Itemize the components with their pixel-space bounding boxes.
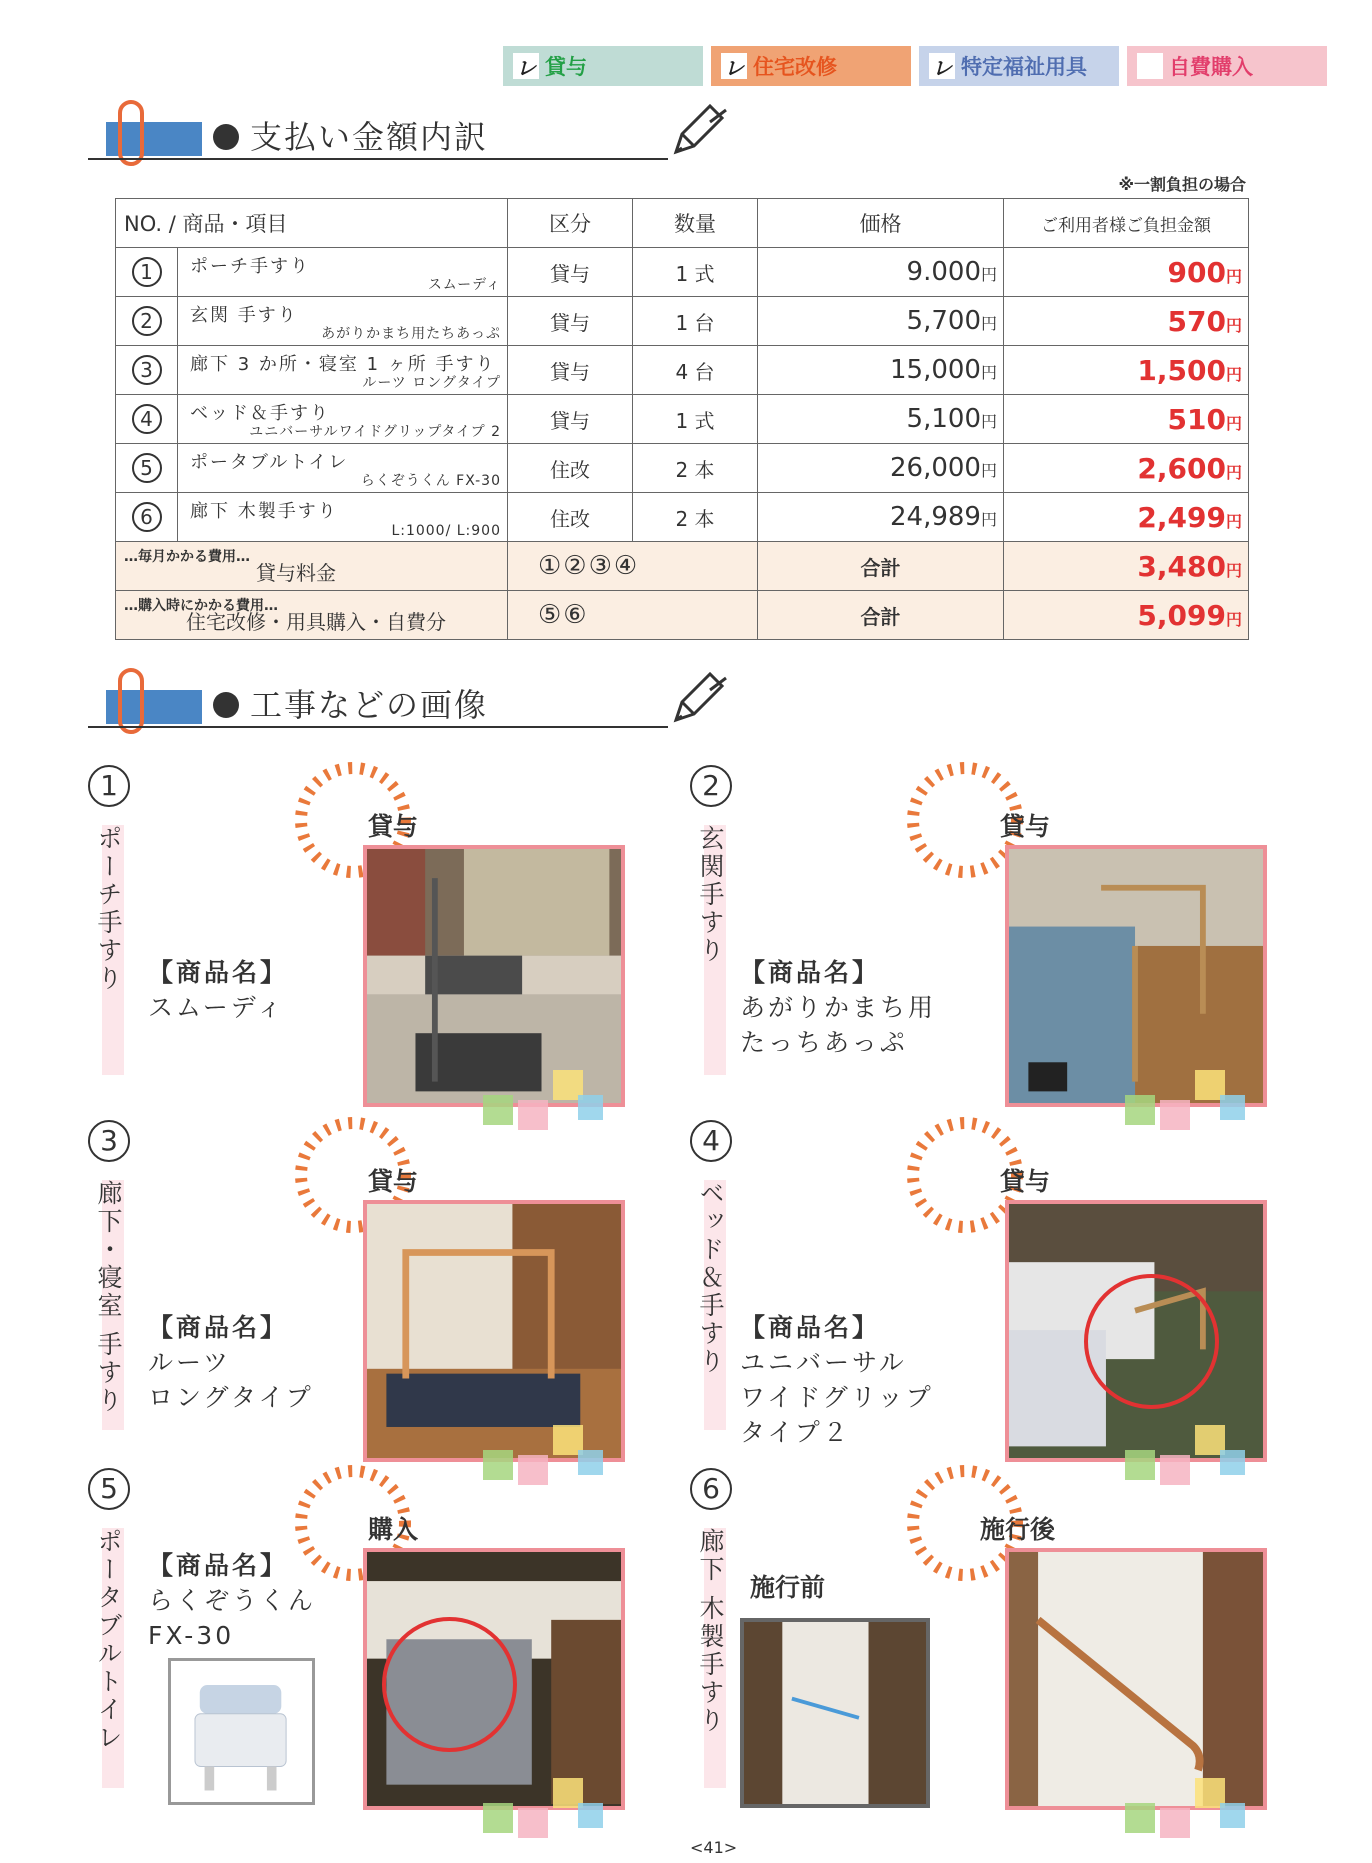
item-kubun: 貸与	[508, 297, 633, 346]
photo-panel-6	[690, 1468, 1330, 1840]
empty-checkbox-icon	[1137, 53, 1163, 79]
photo-panel-2	[690, 765, 1330, 1115]
item-kubun: 住改	[508, 493, 633, 542]
item-price: 5,700	[906, 306, 981, 336]
product-name: たっちあっぷ	[740, 1028, 908, 1057]
summary-note: …購入時にかかる費用…	[124, 598, 278, 614]
item-product: あがりかまち用たちあっぷ	[321, 326, 501, 342]
table-row: 2 玄関 手すり あがりかまち用たちあっぷ 貸与 1 台 5,700円 570円	[116, 297, 1249, 346]
item-burden: 1,500	[1137, 353, 1226, 387]
item-name: 廊下 木製手すり	[190, 501, 338, 522]
item-qty: 1 台	[633, 297, 758, 346]
legend-label: 住宅改修	[753, 55, 837, 79]
summary-total-label: 合計	[758, 542, 1004, 591]
row-number: 2	[132, 306, 162, 336]
photo-panel-5	[88, 1468, 728, 1840]
column-header-kubun: 区分	[508, 199, 633, 248]
legend-home-renovation	[711, 46, 911, 86]
item-burden: 510	[1167, 402, 1226, 436]
status-tag: 貸与	[1000, 1167, 1051, 1196]
column-header-item: NO. / 商品・項目	[116, 199, 508, 248]
item-kubun: 貸与	[508, 395, 633, 444]
summary-total-label: 合計	[758, 591, 1004, 640]
check-icon: レ	[721, 53, 747, 79]
product-name: ユニバーサル	[740, 1348, 907, 1377]
photo-panel-3	[88, 1120, 728, 1470]
legend-label: 自費購入	[1169, 55, 1253, 79]
item-price: 5,100	[906, 404, 981, 434]
status-tag: 貸与	[368, 812, 419, 841]
product-name: ワイドグリップ	[740, 1383, 934, 1412]
panel-number: 3	[88, 1120, 130, 1162]
product-name: タイプ２	[740, 1418, 851, 1447]
row-number: 5	[132, 453, 162, 483]
product-name: FX-30	[148, 1621, 235, 1650]
paperclip-icon	[118, 668, 144, 734]
column-header-price: 価格	[758, 199, 1004, 248]
item-name: 玄関 手すり	[190, 305, 298, 326]
column-header-burden: ご利用者様ご負担金額	[1004, 199, 1249, 248]
row-number: 6	[132, 502, 162, 532]
row-number: 1	[132, 257, 162, 287]
item-price: 15,000	[890, 355, 981, 385]
item-qty: 2 本	[633, 444, 758, 493]
bed-handrail-photo	[1005, 1200, 1267, 1462]
item-price: 24,989	[890, 502, 981, 532]
item-burden: 570	[1167, 304, 1226, 338]
panel-vertical-title: ポーチ手すり	[94, 825, 123, 993]
panel-vertical-title: ポータブルトイレ	[94, 1528, 123, 1752]
summary-label: 住宅改修・用具購入・自費分	[186, 610, 446, 634]
status-tag: 貸与	[368, 1167, 419, 1196]
table-row: 1 ポーチ手すり スムーディ 貸与 1 式 9.000円 900円	[116, 248, 1249, 297]
table-row: 6 廊下 木製手すり L:1000/ L:900 住改 2 本 24,989円 2,499円	[116, 493, 1249, 542]
table-row: 5 ポータブルトイレ らくぞうくん FX-30 住改 2 本 26,000円 2,600円	[116, 444, 1249, 493]
highlight-circle	[1084, 1274, 1219, 1409]
item-name: ポーチ手すり	[190, 256, 310, 277]
item-kubun: 貸与	[508, 346, 633, 395]
burden-note: ※一割負担の場合	[1118, 175, 1246, 194]
item-name: 廊下 3 か所・寝室 1 ヶ所 手すり	[190, 354, 496, 375]
panel-vertical-title: 廊下 木製手すり	[696, 1528, 725, 1735]
portable-toilet-product-image	[168, 1658, 315, 1805]
porch-handrail-photo	[363, 845, 625, 1107]
summary-total: 5,099	[1137, 598, 1226, 632]
status-tag: 貸与	[1000, 812, 1051, 841]
product-info	[740, 1310, 934, 1450]
product-name: スムーディ	[148, 993, 285, 1022]
legend-welfare-equipment	[919, 46, 1119, 86]
product-label: 【商品名】	[148, 1551, 289, 1580]
item-product: ルーツ ロングタイプ	[362, 375, 501, 391]
summary-note: …毎月かかる費用…	[124, 549, 250, 565]
item-qty: 1 式	[633, 248, 758, 297]
section-header-images	[88, 668, 708, 728]
legend-label: 貸与	[545, 55, 587, 79]
panel-vertical-title: 玄関手すり	[696, 825, 725, 965]
item-qty: 1 式	[633, 395, 758, 444]
category-legend	[503, 46, 1327, 86]
table-row: 4 ベッド＆手すり ユニバーサルワイドグリップタイプ 2 貸与 1 式 5,100円 510円	[116, 395, 1249, 444]
summary-label: 貸与料金	[256, 561, 336, 585]
product-name: ロングタイプ	[148, 1383, 314, 1412]
summary-total: 3,480	[1137, 549, 1226, 583]
panel-vertical-title: 廊下・寝室 手すり	[94, 1180, 123, 1415]
photo-panel-4	[690, 1120, 1330, 1470]
section-header-payment	[88, 100, 708, 160]
product-info	[148, 955, 288, 1025]
entrance-handrail-photo	[1005, 845, 1267, 1107]
legend-label: 特定福祉用具	[961, 55, 1087, 79]
product-label: 【商品名】	[740, 1313, 881, 1342]
summary-items: ⑤⑥	[508, 591, 758, 640]
page-number: <41>	[690, 1838, 738, 1857]
product-name: らくぞうくん	[148, 1586, 317, 1615]
section-title: 工事などの画像	[250, 686, 489, 724]
pen-icon	[668, 100, 728, 160]
item-kubun: 住改	[508, 444, 633, 493]
product-info	[148, 1310, 314, 1415]
item-product: L:1000/ L:900	[391, 523, 501, 539]
before-photo	[740, 1618, 930, 1808]
summary-items: ①②③④	[508, 542, 758, 591]
summary-row-monthly: …毎月かかる費用… 貸与料金 ①②③④ 合計 3,480円	[116, 542, 1249, 591]
item-price: 9.000	[906, 257, 981, 287]
item-price: 26,000	[890, 453, 981, 483]
panel-number: 1	[88, 765, 130, 807]
row-number: 4	[132, 404, 162, 434]
item-product: スムーディ	[427, 277, 501, 293]
highlight-circle	[382, 1617, 517, 1752]
item-name: ベッド＆手すり	[190, 403, 330, 424]
item-qty: 4 台	[633, 346, 758, 395]
check-icon: レ	[929, 53, 955, 79]
panel-number: 4	[690, 1120, 732, 1162]
legend-rental	[503, 46, 703, 86]
item-burden: 900	[1167, 255, 1226, 289]
product-info	[740, 955, 936, 1060]
item-product: らくぞうくん FX-30	[360, 473, 501, 489]
check-icon: レ	[513, 53, 539, 79]
column-header-qty: 数量	[633, 199, 758, 248]
after-photo	[1005, 1548, 1267, 1810]
item-burden: 2,600	[1137, 451, 1226, 485]
panel-number: 2	[690, 765, 732, 807]
table-row: 3 廊下 3 か所・寝室 1 ヶ所 手すり ルーツ ロングタイプ 貸与 4 台 15,000円 1,500円	[116, 346, 1249, 395]
section-title: 支払い金額内訳	[250, 118, 489, 156]
panel-vertical-title: ベッド＆手すり	[696, 1180, 725, 1376]
product-label: 【商品名】	[148, 958, 289, 987]
paperclip-icon	[118, 100, 144, 166]
item-burden: 2,499	[1137, 500, 1226, 534]
hallway-handrail-photo	[363, 1200, 625, 1462]
summary-row-purchase: …購入時にかかる費用… 住宅改修・用具購入・自費分 ⑤⑥ 合計 5,099円	[116, 591, 1249, 640]
item-name: ポータブルトイレ	[190, 452, 349, 473]
before-label: 施行前	[750, 1573, 826, 1602]
portable-toilet-photo	[363, 1548, 625, 1810]
panel-number: 5	[88, 1468, 130, 1510]
pen-icon	[668, 668, 728, 728]
legend-self-purchase	[1127, 46, 1327, 86]
row-number: 3	[132, 355, 162, 385]
item-product: ユニバーサルワイドグリップタイプ 2	[249, 424, 501, 440]
product-name: あがりかまち用	[740, 993, 937, 1022]
item-qty: 2 本	[633, 493, 758, 542]
panel-number: 6	[690, 1468, 732, 1510]
status-tag: 施行後	[980, 1515, 1056, 1544]
product-label: 【商品名】	[740, 958, 881, 987]
item-kubun: 貸与	[508, 248, 633, 297]
product-label: 【商品名】	[148, 1313, 289, 1342]
product-name: ルーツ	[148, 1348, 232, 1377]
photo-panel-1	[88, 765, 728, 1115]
status-tag: 購入	[368, 1515, 419, 1544]
payment-breakdown-table	[115, 198, 1249, 640]
